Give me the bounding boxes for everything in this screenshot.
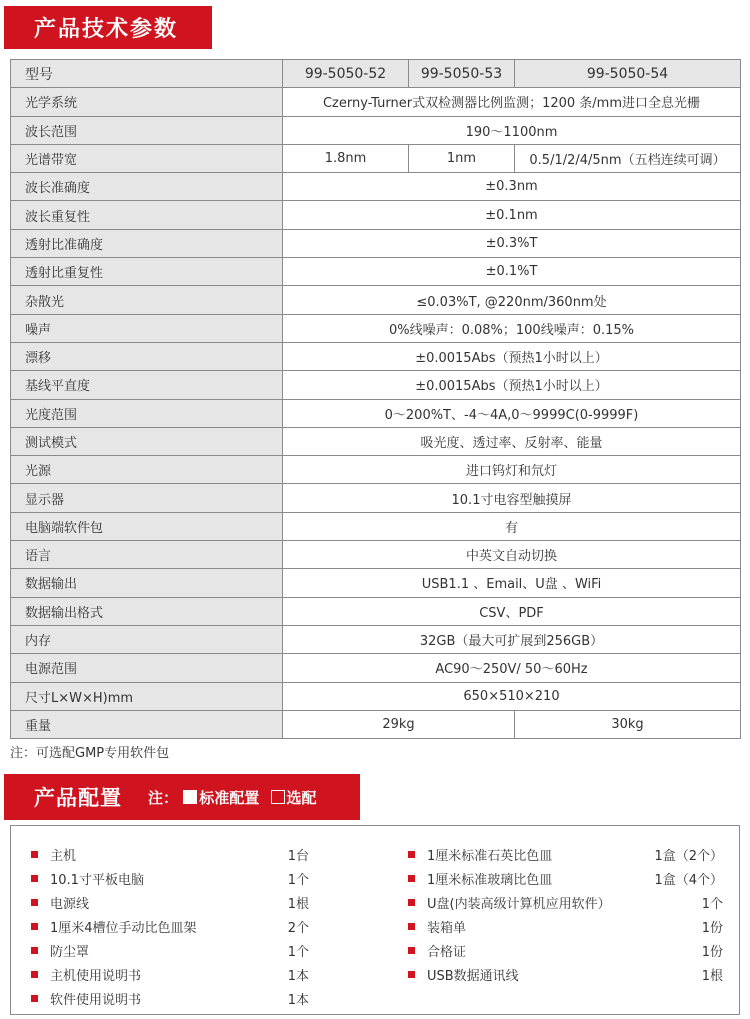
spec-row-label: 光学系统 xyxy=(11,88,283,116)
config-item-name: 防尘罩 xyxy=(50,944,90,960)
bullet-square-icon xyxy=(31,851,38,858)
spec-row xyxy=(11,484,741,512)
spec-row-label: 基线平直度 xyxy=(11,371,283,399)
spec-row xyxy=(11,229,741,257)
config-item-qty: 1本 xyxy=(287,992,309,1008)
config-item-name: U盘(内装高级计算机应用软件） xyxy=(427,896,611,912)
spec-row xyxy=(11,201,741,229)
spec-row xyxy=(11,654,741,682)
bullet-square-icon xyxy=(408,947,415,954)
config-item-name: 1厘米标准玻璃比色皿 xyxy=(427,872,553,888)
config-item xyxy=(408,962,723,986)
spec-row-value: 32GB（最大可扩展到256GB） xyxy=(283,625,741,653)
bullet-square-icon xyxy=(31,995,38,1002)
spec-row-label: 数据输出格式 xyxy=(11,597,283,625)
spec-row-value: 中英文自动切换 xyxy=(283,541,741,569)
config-item-qty: 1根 xyxy=(701,968,723,984)
config-item xyxy=(31,890,309,914)
spec-row xyxy=(11,569,741,597)
bullet-square-icon xyxy=(408,851,415,858)
config-item-qty: 1盒（2个） xyxy=(654,848,723,864)
spec-row-value: USB1.1 、Email、U盘 、WiFi xyxy=(283,569,741,597)
config-item-qty: 1本 xyxy=(287,968,309,984)
spec-row xyxy=(11,342,741,370)
spec-row-label: 重量 xyxy=(11,710,283,738)
spec-row-value: ±0.3nm xyxy=(283,173,741,201)
config-item-name: 主机使用说明书 xyxy=(50,968,142,984)
spec-row-label: 光谱带宽 xyxy=(11,144,283,172)
config-item xyxy=(408,914,723,938)
spec-row xyxy=(11,597,741,625)
spec-row-label: 电源范围 xyxy=(11,654,283,682)
spec-row-value: CSV、PDF xyxy=(283,597,741,625)
config-item xyxy=(408,890,723,914)
spec-row-label: 透射比重复性 xyxy=(11,258,283,286)
config-right-column xyxy=(408,842,723,986)
spec-row-value: AC90～250V/ 50～60Hz xyxy=(283,654,741,682)
spec-row-label: 语言 xyxy=(11,541,283,569)
optional-config-label: 选配 xyxy=(286,788,317,807)
spec-row-label: 显示器 xyxy=(11,484,283,512)
config-left-column xyxy=(31,842,309,1010)
model-53: 99-5050-53 xyxy=(409,60,515,88)
config-item-qty: 1份 xyxy=(701,920,723,936)
spec-row-value: 190～1100nm xyxy=(283,116,741,144)
config-item-qty: 1个 xyxy=(287,872,309,888)
bullet-square-icon xyxy=(31,971,38,978)
spec-row-label: 噪声 xyxy=(11,314,283,342)
spec-row-value: ±0.1nm xyxy=(283,201,741,229)
config-item-name: 10.1寸平板电脑 xyxy=(50,872,144,888)
config-item xyxy=(408,938,723,962)
empty-square-icon xyxy=(271,790,285,804)
spec-row xyxy=(11,144,741,172)
config-title-text: 产品配置 xyxy=(34,786,122,810)
config-list-box xyxy=(10,825,740,1015)
spec-row-value: 0.5/1/2/4/5nm（五档连续可调） xyxy=(515,144,741,172)
bullet-square-icon xyxy=(31,899,38,906)
bullet-square-icon xyxy=(408,899,415,906)
spec-row-value: ±0.1%T xyxy=(283,258,741,286)
bullet-square-icon xyxy=(408,971,415,978)
config-item xyxy=(31,842,309,866)
model-54: 99-5050-54 xyxy=(515,60,741,88)
config-item-name: 1厘米4槽位手动比色皿架 xyxy=(50,920,197,936)
spec-header-row xyxy=(11,60,741,88)
filled-square-icon xyxy=(183,790,197,804)
spec-row-label: 波长范围 xyxy=(11,116,283,144)
config-item-name: 1厘米标准石英比色皿 xyxy=(427,848,553,864)
spec-row-label: 光度范围 xyxy=(11,399,283,427)
spec-row-value: 1nm xyxy=(409,144,515,172)
bullet-square-icon xyxy=(31,875,38,882)
spec-row xyxy=(11,116,741,144)
spec-row-value: 0%线噪声：0.08%；100线噪声：0.15% xyxy=(283,314,741,342)
config-item-name: 软件使用说明书 xyxy=(50,992,142,1008)
spec-row-value: ±0.3%T xyxy=(283,229,741,257)
spec-row-label: 光源 xyxy=(11,456,283,484)
spec-row-value: 有 xyxy=(283,512,741,540)
spec-row-value: 吸光度、透过率、反射率、能量 xyxy=(283,427,741,455)
spec-row-value: 0～200%T、-4～4A,0～9999C(0-9999F) xyxy=(283,399,741,427)
spec-row-label: 波长重复性 xyxy=(11,201,283,229)
config-item-qty: 1盒（4个） xyxy=(654,872,723,888)
config-item xyxy=(31,986,309,1010)
spec-row xyxy=(11,371,741,399)
spec-row xyxy=(11,314,741,342)
spec-row xyxy=(11,427,741,455)
config-item xyxy=(31,962,309,986)
config-item-name: 电源线 xyxy=(50,896,90,912)
spec-row xyxy=(11,399,741,427)
spec-row-label: 测试模式 xyxy=(11,427,283,455)
config-item-name: 主机 xyxy=(50,848,77,864)
config-section-title xyxy=(4,774,360,820)
spec-row-label: 波长准确度 xyxy=(11,173,283,201)
spec-row-label: 数据输出 xyxy=(11,569,283,597)
config-item-qty: 1根 xyxy=(287,896,309,912)
spec-row-value: 1.8nm xyxy=(283,144,409,172)
spec-row xyxy=(11,88,741,116)
standard-config-label: 标准配置 xyxy=(199,788,260,807)
spec-row-value: 650×510×210 xyxy=(283,682,741,710)
spec-row-value: Czerny-Turner式双检测器比例监测；1200 条/mm进口全息光栅 xyxy=(283,88,741,116)
spec-section-title xyxy=(4,6,212,49)
spec-row xyxy=(11,286,741,314)
spec-row-label: 漂移 xyxy=(11,342,283,370)
config-item-qty: 1个 xyxy=(701,896,723,912)
spec-row-value: ≤0.03%T, @220nm/360nm处 xyxy=(283,286,741,314)
config-item-qty: 1份 xyxy=(701,944,723,960)
spec-row xyxy=(11,512,741,540)
spec-row-value: ±0.0015Abs（预热1小时以上） xyxy=(283,371,741,399)
spec-row-value: 29kg xyxy=(283,710,515,738)
spec-row xyxy=(11,710,741,738)
spec-row xyxy=(11,456,741,484)
config-item-qty: 1个 xyxy=(287,944,309,960)
spec-row-value: 进口钨灯和氘灯 xyxy=(283,456,741,484)
config-item-qty: 2个 xyxy=(287,920,309,936)
config-legend xyxy=(148,787,317,808)
spec-row xyxy=(11,541,741,569)
spec-row-value: 10.1寸电容型触摸屏 xyxy=(283,484,741,512)
spec-row-label: 电脑端软件包 xyxy=(11,512,283,540)
config-item xyxy=(408,866,723,890)
spec-row xyxy=(11,682,741,710)
config-note-prefix: 注： xyxy=(148,788,179,807)
config-item xyxy=(31,938,309,962)
bullet-square-icon xyxy=(31,947,38,954)
spec-row-value: 30kg xyxy=(515,710,741,738)
spec-title-text: 产品技术参数 xyxy=(34,17,179,42)
bullet-square-icon xyxy=(408,875,415,882)
spec-row-value: ±0.0015Abs（预热1小时以上） xyxy=(283,342,741,370)
config-item-qty: 1台 xyxy=(287,848,309,864)
spec-row-label: 尺寸L×W×H)mm xyxy=(11,682,283,710)
config-item-name: 装箱单 xyxy=(427,920,467,936)
bullet-square-icon xyxy=(31,923,38,930)
config-item-name: USB数据通讯线 xyxy=(427,968,519,984)
spec-row xyxy=(11,258,741,286)
bullet-square-icon xyxy=(408,923,415,930)
spec-row-label: 透射比准确度 xyxy=(11,229,283,257)
spec-table-body xyxy=(11,60,741,739)
spec-row xyxy=(11,625,741,653)
spec-table xyxy=(10,59,741,739)
spec-footnote: 注：可选配GMP专用软件包 xyxy=(10,746,170,761)
config-item xyxy=(31,866,309,890)
spec-row xyxy=(11,173,741,201)
spec-row-label: 内存 xyxy=(11,625,283,653)
config-item-name: 合格证 xyxy=(427,944,467,960)
spec-row-label: 杂散光 xyxy=(11,286,283,314)
model-52: 99-5050-52 xyxy=(283,60,409,88)
model-label: 型号 xyxy=(11,60,283,88)
config-item xyxy=(31,914,309,938)
config-item xyxy=(408,842,723,866)
